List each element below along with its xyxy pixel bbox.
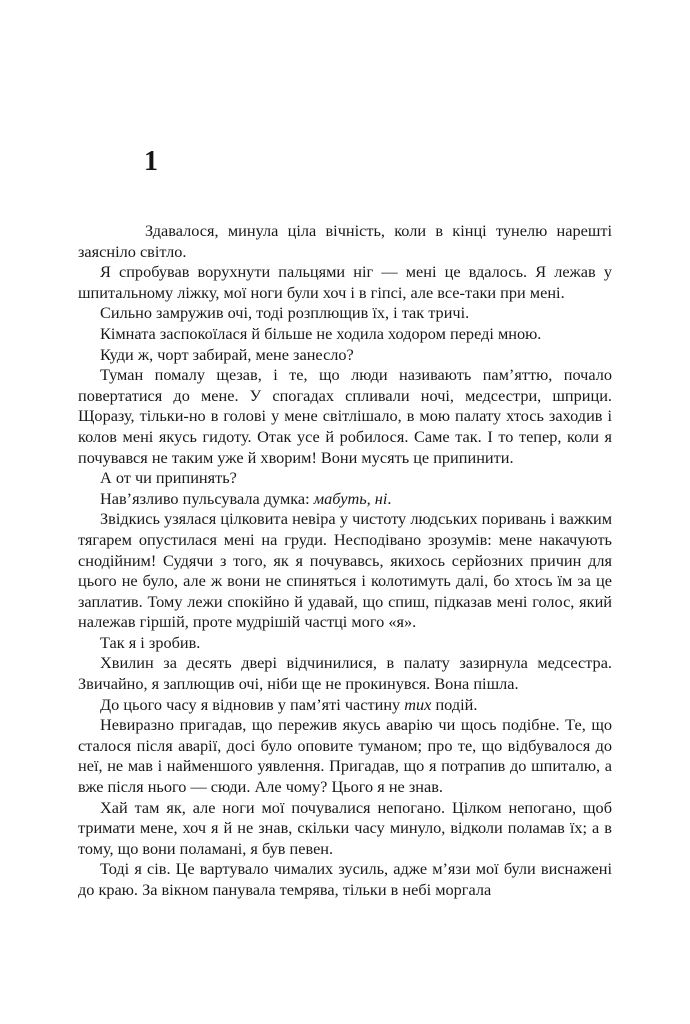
paragraph (78, 633, 612, 654)
body-text: Хай там як, але ноги мої почувалися непогано. Цілком непогано, щоб тримати мене, хоч я й не знав, скільки часу минуло, відколи поламав їх; а в тому, що вони поламані, я був певен. (78, 797, 612, 858)
italic-text: мабуть, ні (313, 488, 388, 508)
paragraph (78, 365, 612, 468)
paragraph (78, 653, 612, 694)
body-text: Туман помалу щезав, і те, що люди називають пам’яттю, почало повертатися до мене. У спогадах спливали ночі, медсестри, шприци. Щоразу, тільки-но в голові у мене світлішало, в мою палату хтось заходив і колов мені якусь гидоту. Отак усе й робилося. Саме так. І то тепер, коли я почувався не таким уже й хворим! Вони мусять це припинити. (78, 365, 612, 467)
chapter-number: 1 (144, 146, 158, 177)
body-text: До цього часу я відновив у пам’яті частину (100, 694, 405, 714)
paragraph (78, 468, 612, 489)
paragraph (78, 303, 612, 324)
body-text: А от чи припинять? (100, 468, 237, 488)
body-text: подій. (431, 694, 478, 714)
body-text: Я спробував ворухнути пальцями ніг — мені це вдалось. Я лежав у шпитальному ліжку, мої ноги були хоч і в гіпсі, але все-таки при мені. (78, 262, 612, 302)
body-text: . (387, 488, 392, 508)
paragraph (78, 859, 612, 900)
body-text: Здавалося, минула ціла вічність, коли в кінці тунелю нарешті заясніло світло. (78, 221, 612, 261)
text-block (78, 221, 612, 901)
body-text: Кімната заспокоїлася й більше не ходила ходором переді мною. (100, 323, 542, 343)
paragraph (78, 715, 612, 797)
body-text: Так я і зробив. (100, 632, 201, 652)
paragraph (78, 262, 612, 303)
paragraph (78, 221, 612, 262)
body-text: Сильно замружив очі, тоді розплющив їх, і так тричі. (100, 303, 470, 323)
body-text: Хвилин за десять двері відчинилися, в палату зазирнула медсестра. Звичайно, я заплющив очі, ніби ще не прокинувся. Вона пішла. (78, 653, 612, 694)
body-text: Куди ж, чорт забирай, мене занесло? (100, 344, 354, 364)
body-text: Тоді я сів. Це вартувало чималих зусиль, адже м’язи мої були виснажені до краю. За вікном панувала темрява, тільки в небі моргала (78, 859, 612, 899)
body-text: Нав’язливо пульсувала думка: (100, 488, 314, 508)
paragraph (78, 345, 612, 366)
body-text: Звідкись узялася цілковита невіра у чистоту людських поривань і важким тягарем опустилася мені на груди. Несподівано зрозумів: мене накачують снодійним! Судячи з того, як я почувавсь, якихось серйозних причин для цього не було, але ж вони не спиняться і колотимуть далі, бо хтось їм за це заплатив. Тому лежи спокійно й удавай, що спиш, підказав мені голос, який належав гіршій, проте мудрішій частці мого «я». (78, 509, 612, 632)
paragraph (78, 489, 612, 510)
paragraph (78, 798, 612, 860)
italic-text: тих (404, 694, 432, 714)
paragraph (78, 509, 612, 633)
paragraph (78, 324, 612, 345)
paragraph (78, 695, 612, 716)
body-text: Невиразно пригадав, що пережив якусь аварію чи щось подібне. Те, що сталося після аварії, досі було оповите туманом; про те, що відбувалося до неї, не мав і найменшого уявлення. Пригадав, що я потрапив до шпиталю, а вже після нього — сюди. Але чому? Цього я не знав. (78, 715, 612, 797)
